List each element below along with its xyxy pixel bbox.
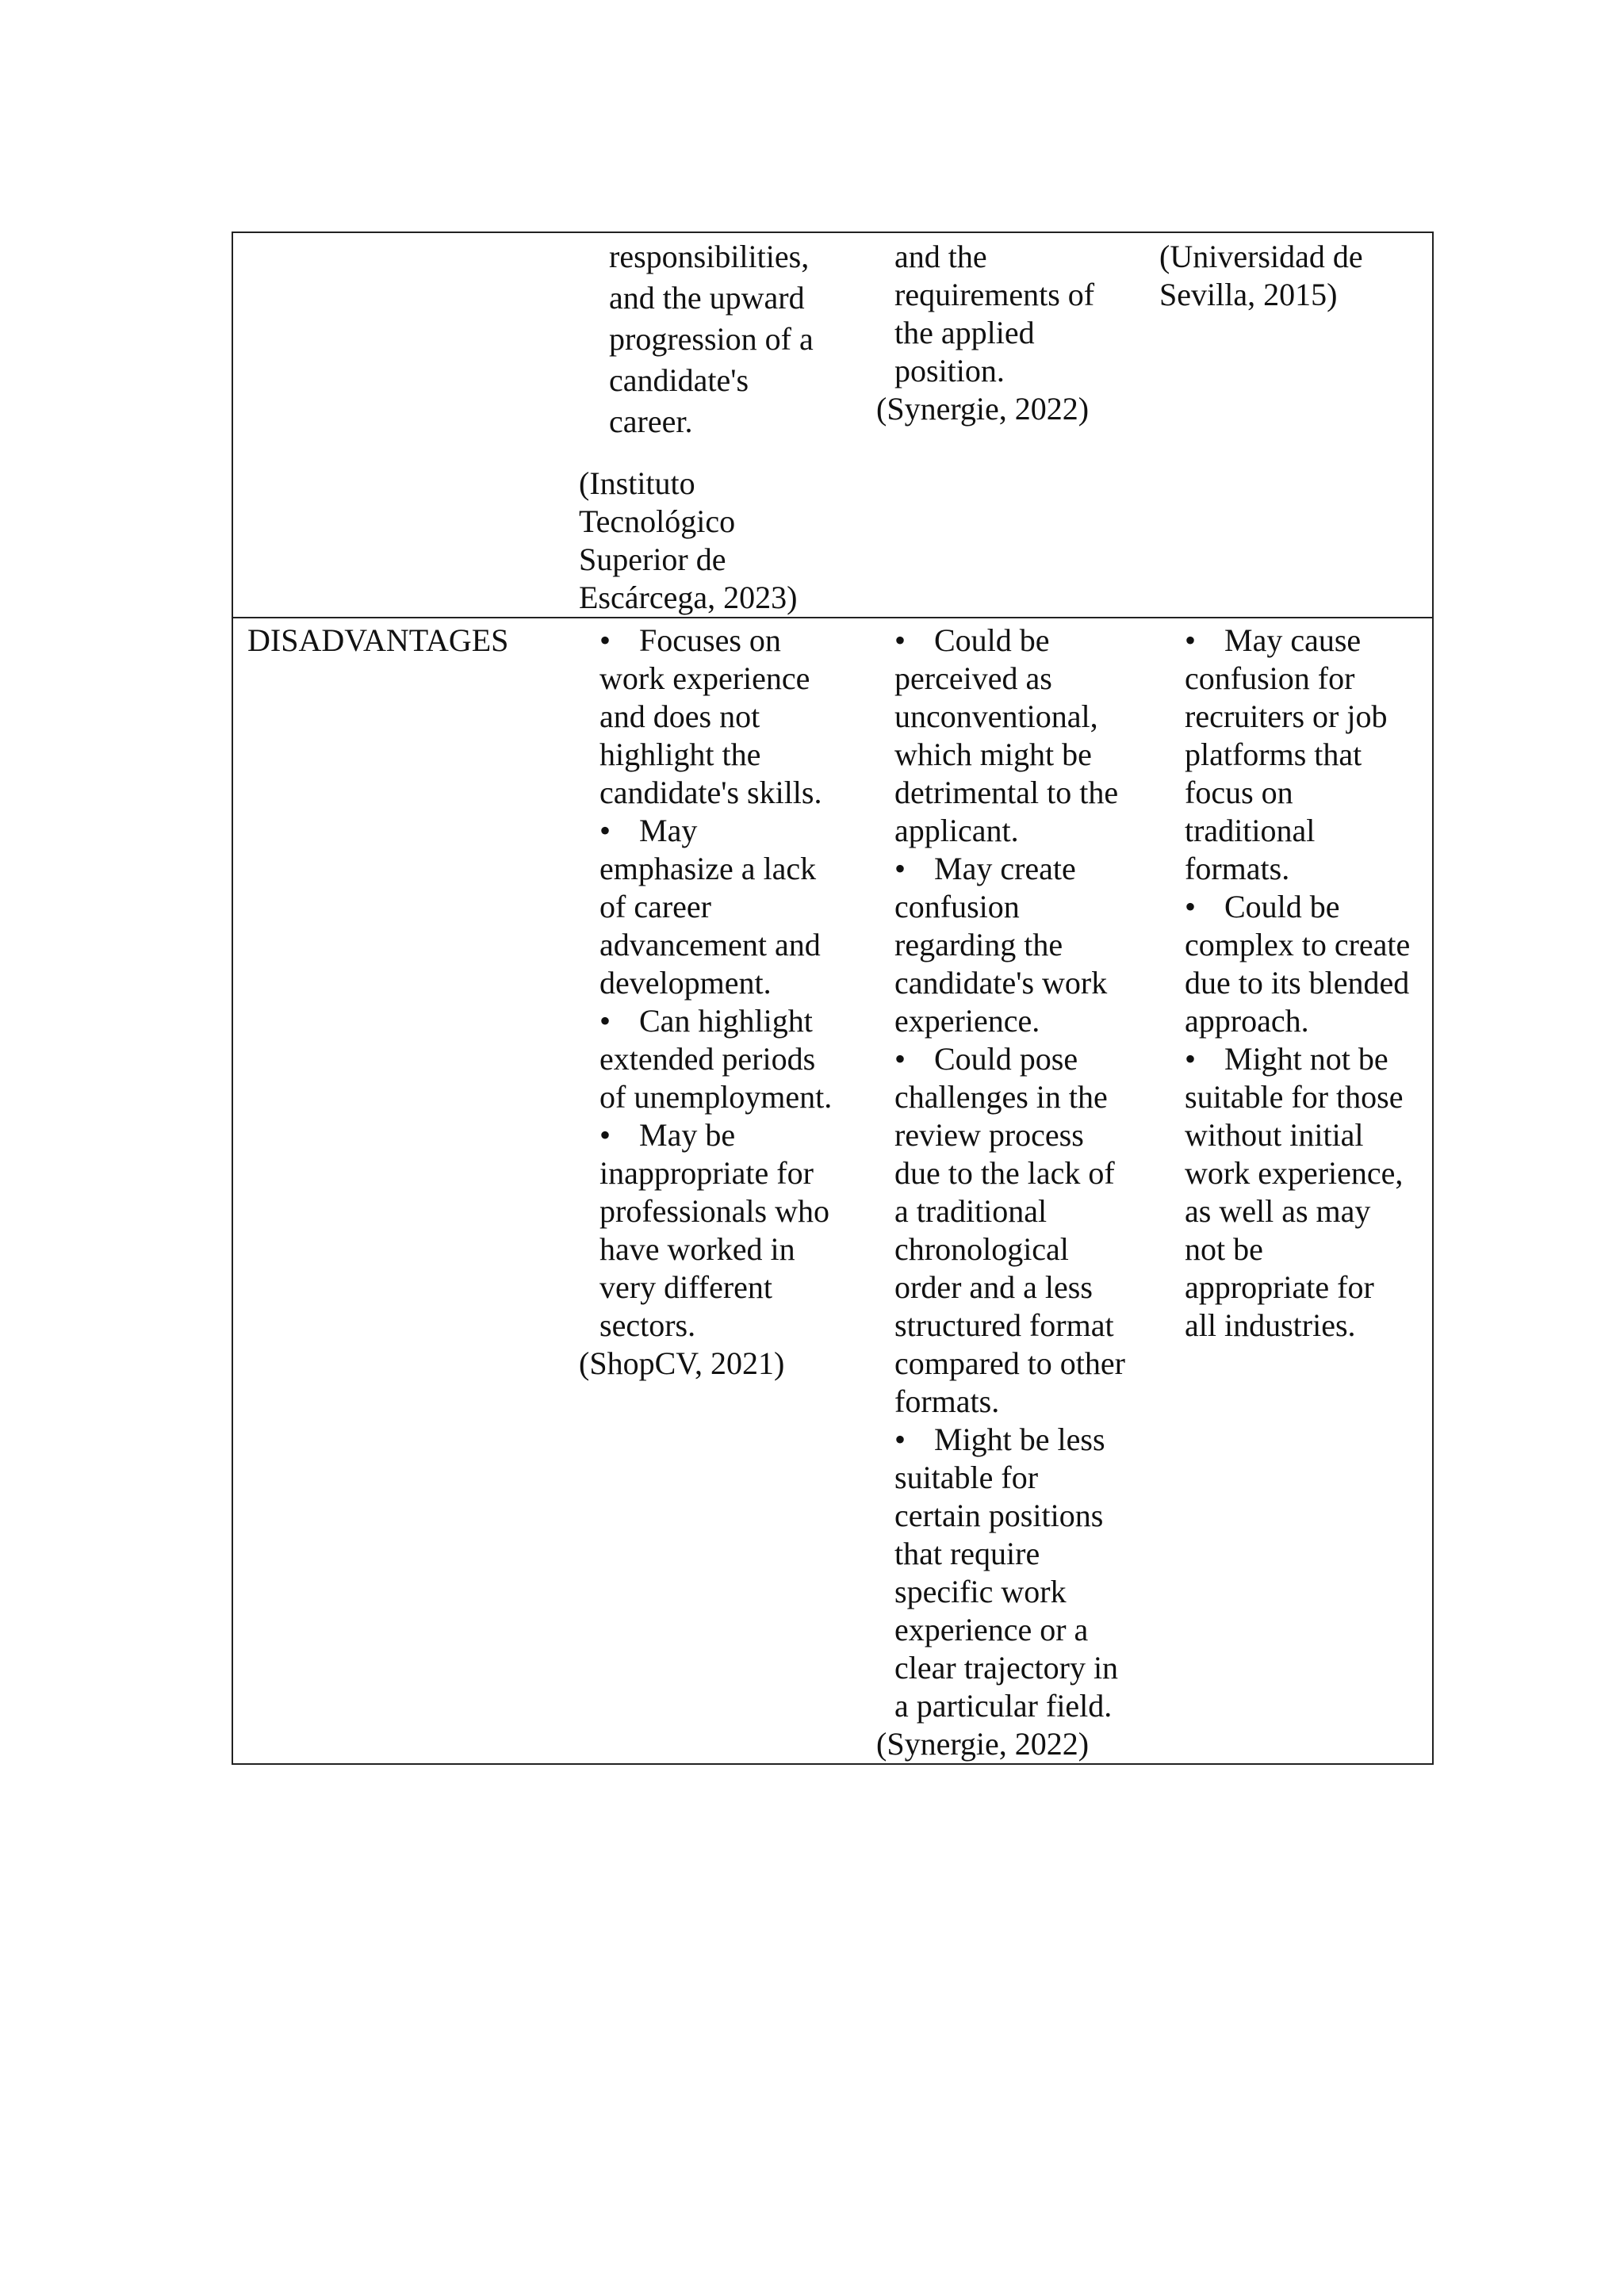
row-label-cell bbox=[232, 232, 569, 618]
text-line: have worked in bbox=[599, 1231, 795, 1267]
text-line: challenges in the bbox=[894, 1079, 1108, 1115]
cell-functional-disadvantages bbox=[859, 618, 1150, 1764]
text-line: Focuses on bbox=[639, 622, 781, 658]
list-item bbox=[894, 622, 1150, 850]
list-item bbox=[599, 812, 859, 1002]
text-line: structured format bbox=[894, 1307, 1114, 1343]
text-line: Might not be bbox=[1224, 1041, 1388, 1077]
bullet-icon: • bbox=[894, 1041, 906, 1077]
bullet-icon: • bbox=[599, 1003, 611, 1039]
text-line: Can highlight bbox=[639, 1003, 813, 1039]
text-line: perceived as bbox=[894, 660, 1052, 696]
row-label-cell bbox=[232, 618, 569, 1764]
bullet-icon: • bbox=[599, 813, 611, 848]
text-line: responsibilities, bbox=[609, 239, 810, 274]
bullet-icon: • bbox=[894, 851, 906, 886]
text-line: extended periods bbox=[599, 1041, 816, 1077]
text-line: of unemployment. bbox=[599, 1079, 833, 1115]
text-line: suitable for those bbox=[1185, 1079, 1404, 1115]
text-line: professionals who bbox=[599, 1193, 829, 1229]
text-line: chronological bbox=[894, 1231, 1069, 1267]
bullet-icon: • bbox=[894, 1422, 906, 1457]
text-line: clear trajectory in bbox=[894, 1650, 1119, 1686]
table-row bbox=[232, 618, 1433, 1764]
text-line: Might be less bbox=[934, 1422, 1105, 1457]
cell-combined-continuation bbox=[1150, 232, 1433, 618]
text-line: Tecnológico bbox=[579, 503, 736, 539]
text-line: experience or a bbox=[894, 1612, 1089, 1647]
bullet-icon: • bbox=[1185, 622, 1197, 658]
text-line: Sevilla, 2015) bbox=[1159, 277, 1338, 312]
text-line: compared to other bbox=[894, 1345, 1125, 1381]
text-line: May bbox=[639, 813, 698, 848]
text-line: due to the lack of bbox=[894, 1155, 1115, 1191]
bullet-icon: • bbox=[599, 622, 611, 658]
citation bbox=[569, 465, 859, 617]
text-line: highlight the bbox=[599, 737, 761, 772]
text-line: Escárcega, 2023) bbox=[579, 580, 798, 615]
list-item bbox=[1185, 888, 1432, 1040]
bullet-list bbox=[859, 622, 1150, 1725]
text-line: sectors. bbox=[599, 1307, 696, 1343]
text-line: emphasize a lack bbox=[599, 851, 817, 886]
text-line: not be bbox=[1185, 1231, 1263, 1267]
list-item bbox=[1185, 1040, 1432, 1345]
text-line: focus on bbox=[1185, 775, 1293, 810]
text-line: complex to create bbox=[1185, 927, 1411, 962]
text-line: requirements of bbox=[894, 277, 1095, 312]
text-line: unconventional, bbox=[894, 698, 1098, 734]
cell-combined-disadvantages bbox=[1150, 618, 1433, 1764]
text-line: review process bbox=[894, 1117, 1084, 1153]
text-line: very different bbox=[599, 1269, 773, 1305]
text-line: confusion for bbox=[1185, 660, 1355, 696]
list-item bbox=[599, 1116, 859, 1345]
text-line: Could be bbox=[934, 622, 1050, 658]
text-line: advancement and bbox=[599, 927, 821, 962]
text-line: (Instituto bbox=[579, 465, 695, 501]
text-line: which might be bbox=[894, 737, 1092, 772]
text-line: Could be bbox=[1224, 889, 1340, 924]
text-line: suitable for bbox=[894, 1460, 1039, 1495]
table-row bbox=[232, 232, 1433, 618]
cell-chronological-disadvantages bbox=[569, 618, 859, 1764]
list-item bbox=[894, 1421, 1150, 1725]
text-line: recruiters or job bbox=[1185, 698, 1388, 734]
bullet-icon: • bbox=[1185, 1041, 1197, 1077]
citation bbox=[1150, 233, 1432, 314]
text-line: candidate's skills. bbox=[599, 775, 822, 810]
text-line: platforms that bbox=[1185, 737, 1362, 772]
text-line: detrimental to the bbox=[894, 775, 1119, 810]
text-line: position. bbox=[894, 353, 1005, 388]
text-line: that require bbox=[894, 1536, 1040, 1571]
text-line: confusion bbox=[894, 889, 1020, 924]
text-line: appropriate for bbox=[1185, 1269, 1374, 1305]
list-item bbox=[894, 850, 1150, 1040]
row-label-disadvantages: DISADVANTAGES bbox=[247, 622, 509, 658]
text-line: order and a less bbox=[894, 1269, 1093, 1305]
citation bbox=[859, 390, 1150, 428]
text-line: the applied bbox=[894, 315, 1035, 350]
text-line: candidate's work bbox=[894, 965, 1108, 1001]
text-line: and the bbox=[894, 239, 987, 274]
citation bbox=[569, 1345, 859, 1383]
bullet-list bbox=[569, 622, 859, 1345]
list-item bbox=[1185, 622, 1432, 888]
text-line: approach. bbox=[1185, 1003, 1309, 1039]
bullet-icon: • bbox=[894, 622, 906, 658]
cell-chronological-continuation bbox=[569, 232, 859, 618]
bullet-icon: • bbox=[1185, 889, 1197, 924]
text-line: inappropriate for bbox=[599, 1155, 814, 1191]
list-item bbox=[599, 622, 859, 812]
text-line: regarding the bbox=[894, 927, 1063, 962]
text-line: Superior de bbox=[579, 541, 726, 577]
cell-functional-continuation bbox=[859, 232, 1150, 618]
text-line: (ShopCV, 2021) bbox=[579, 1345, 785, 1381]
list-item bbox=[894, 1040, 1150, 1421]
text-line: formats. bbox=[1185, 851, 1290, 886]
text-line: formats. bbox=[894, 1383, 1000, 1419]
text-line: a traditional bbox=[894, 1193, 1048, 1229]
text-line: applicant. bbox=[894, 813, 1019, 848]
text-line: development. bbox=[599, 965, 772, 1001]
text-line: progression of a bbox=[609, 321, 814, 357]
text-line: as well as may bbox=[1185, 1193, 1371, 1229]
text-line: work experience, bbox=[1185, 1155, 1404, 1191]
text-line: career. bbox=[609, 404, 693, 439]
text-line: work experience bbox=[599, 660, 810, 696]
text-line: May be bbox=[639, 1117, 736, 1153]
text-line: certain positions bbox=[894, 1498, 1104, 1533]
citation bbox=[859, 1725, 1150, 1763]
text-line: and the upward bbox=[609, 280, 805, 316]
text-line: of career bbox=[599, 889, 711, 924]
text-line: without initial bbox=[1185, 1117, 1364, 1153]
text-line: traditional bbox=[1185, 813, 1316, 848]
text-line: Could pose bbox=[934, 1041, 1078, 1077]
text-line: (Synergie, 2022) bbox=[876, 1726, 1090, 1762]
bullet-icon: • bbox=[599, 1117, 611, 1153]
list-item bbox=[599, 1002, 859, 1116]
text-line: candidate's bbox=[609, 362, 749, 398]
comparison-table bbox=[232, 232, 1434, 1765]
text-line: experience. bbox=[894, 1003, 1040, 1039]
text-line: all industries. bbox=[1185, 1307, 1356, 1343]
text-line: (Universidad de bbox=[1159, 239, 1363, 274]
continuation-text bbox=[859, 238, 1150, 390]
row-label bbox=[233, 233, 569, 239]
text-line: May create bbox=[934, 851, 1076, 886]
text-line: due to its blended bbox=[1185, 965, 1410, 1001]
text-line: a particular field. bbox=[894, 1688, 1113, 1724]
bullet-list bbox=[1150, 618, 1432, 1345]
text-line: and does not bbox=[599, 698, 760, 734]
text-line: specific work bbox=[894, 1574, 1067, 1609]
continuation-text bbox=[569, 238, 859, 441]
text-line: (Synergie, 2022) bbox=[876, 391, 1090, 427]
text-line: May cause bbox=[1224, 622, 1362, 658]
